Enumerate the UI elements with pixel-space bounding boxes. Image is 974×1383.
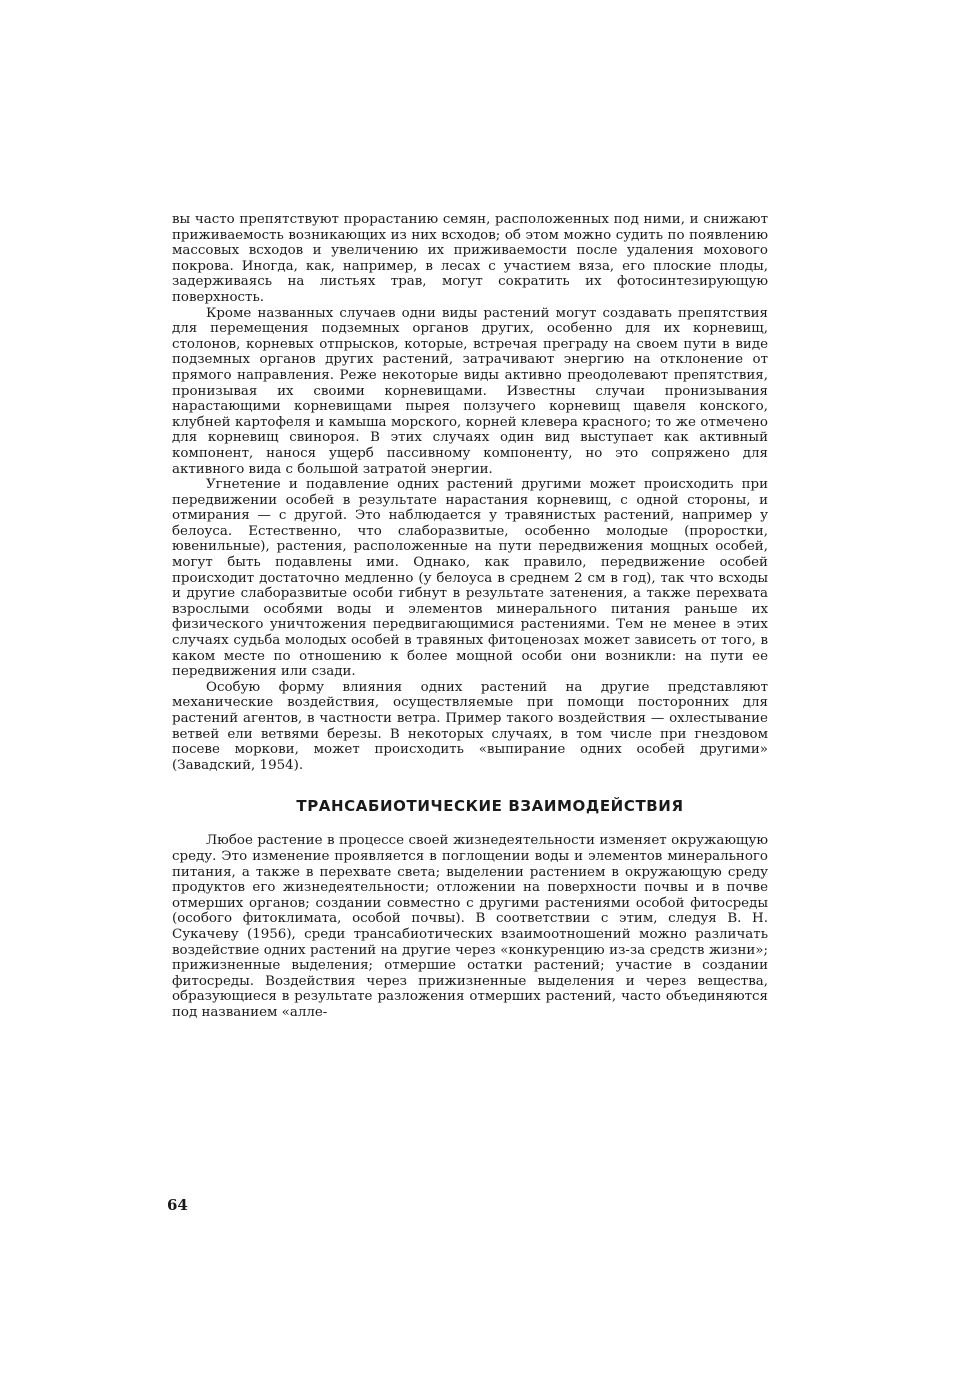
- main-text-block: [172, 212, 768, 1021]
- paragraph-transabiotic: Любое растение в процессе своей жизнедеятельности изменяет окружающую среду. Это изменение проявляется в поглощении воды и элементов минерального питания, а также в перехвате света; выделении растением в окружающую среду продуктов его жизнедеятельности; отложении на поверхности почвы и в почве отмерших органов; создании совместно с другими растениями особой фитосреды (особого фитоклимата, особой почвы). В соответствии с этим, следуя В. Н. Сукачеву (1956), среди трансабиотических взаимоотношений можно различать воздействие одних растений на другие через «конкуренцию из-за средств жизни»; прижизненные выделения; отмершие остатки растений; участие в создании фитосреды. Воздействия через прижизненные выделения и через вещества, образующиеся в результате разложения отмерших растений, часто объединяются под названием «алле-: [172, 833, 768, 1020]
- paragraph-suppression: Угнетение и подавление одних растений другими может происходить при передвижении особей в результате нарастания корневищ, с одной стороны, и отмирания — с другой. Это наблюдается у травянистых растений, например у белоуса. Естественно, что слаборазвитые, особенно молодые (проростки, ювенильные), растения, расположенные на пути передвижения мощных особей, могут быть подавлены ими. Однако, как правило, передвижение особей происходит достаточно медленно (у белоуса в среднем 2 см в год), так что всходы и другие слаборазвитые особи гибнут в результате затенения, а также перехвата взрослыми особями воды и элементов минерального питания раньше их физического уничтожения передвигающимися растениями. Тем не менее в этих случаях судьба молодых особей в травяных фитоценозах может зависеть от того, в каком месте по отношению к более мощной особи они возникли: на пути ее передвижения или сзади.: [172, 477, 768, 680]
- page-number: 64: [167, 1196, 188, 1214]
- paragraph-mechanical-influence: Особую форму влияния одних растений на другие представляют механические воздействия, осуществляемые при помощи посторонних для растений агентов, в частности ветра. Пример такого воздействия — охлестывание ветвей ели ветвями березы. В некоторых случаях, в том числе при гнездовом посеве моркови, может происходить «выпирание одних особей другими» (Завадский, 1954).: [172, 679, 768, 773]
- paragraph-continuation: вы часто препятствуют прорастанию семян, расположенных под ними, и снижают приживаемость возникающих из них всходов; об этом можно судить по появлению массовых всходов и увеличению их приживаемости после удаления мохового покрова. Иногда, как, например, в лесах с участием вяза, его плоские плоды, задерживаясь на листьях трав, могут сократить их фотосинтезирующую поверхность.: [172, 212, 768, 305]
- paragraph-underground-obstacles: Кроме названных случаев одни виды растений могут создавать препятствия для перемещения подземных органов других, особенно для их корневищ, столонов, корневых отпрысков, которые, встречая преграду на своем пути в виде подземных органов других растений, затрачивают энергию на отклонение от прямого направления. Реже некоторые виды активно преодолевают препятствия, пронизывая их своими корневищами. Известны случаи пронизывания нарастающими корневищами пырея ползучего корневищ щавеля конского, клубней картофеля и камыша морского, корней клевера красного; то же отмечено для корневищ свинороя. В этих случаях один вид выступает как активный компонент, нанося ущерб пассивному компоненту, но это сопряжено для активного вида с большой затратой энергии.: [172, 305, 768, 477]
- section-heading: ТРАНСАБИОТИЧЕСКИЕ ВЗАИМОДЕЙСТВИЯ: [296, 797, 684, 816]
